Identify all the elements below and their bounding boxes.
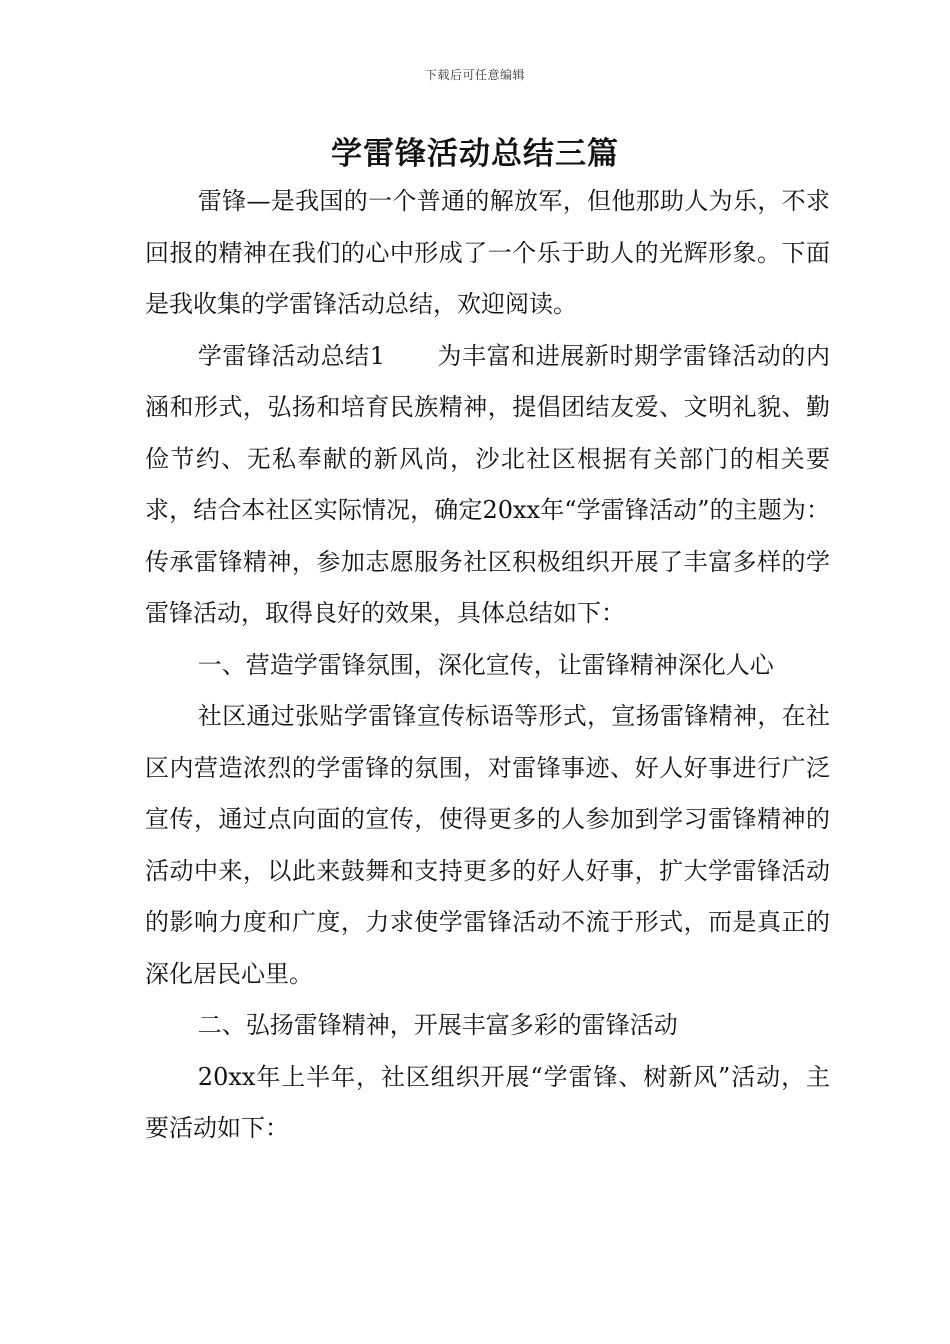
section-1-paragraph: 社区通过张贴学雷锋宣传标语等形式，宣扬雷锋精神，在社区内营造浓烈的学雷锋的氛围，对雷锋事迹、好人好事进行广泛宣传，通过点向面的宣传，使得更多的人参加到学习雷锋精神的活动中来，以此来鼓舞和支持更多的好人好事，扩大学雷锋活动的影响力度和广度，力求使学雷锋活动不流于形式，而是真正的深化居民心里。 [145, 702, 830, 988]
section-2-heading: 二、弘扬雷锋精神，开展丰富多彩的雷锋活动 [197, 1011, 678, 1039]
summary-1-paragraph [145, 331, 830, 640]
header-note: 下载后可任意编辑 [424, 68, 525, 82]
document-title: 学雷锋活动总结三篇 [331, 136, 619, 172]
summary-1-text: 为丰富和进展新时期学雷锋活动的内涵和形式，弘扬和培育民族精神，提倡团结友爱、文明礼貌、勤俭节约、无私奉献的新风尚，沙北社区根据有关部门的相关要求，结合本社区实际情况，确定20xx年“学雷锋活动”的主题为：传承雷锋精神，参加志愿服务社区积极组织开展了丰富多样的学雷锋活动，取得良好的效果，具体总结如下： [145, 341, 830, 627]
intro-paragraph: 雷锋—是我国的一个普通的解放军，但他那助人为乐，不求回报的精神在我们的心中形成了一个乐于助人的光辉形象。下面是我收集的学雷锋活动总结，欢迎阅读。 [145, 187, 830, 318]
document-body [145, 176, 830, 1155]
summary-1-label: 学雷锋活动总结1 [197, 341, 385, 370]
section-1-heading: 一、营造学雷锋氛围，深化宣传，让雷锋精神深化人心 [197, 650, 774, 679]
section-2-paragraph: 20xx年上半年，社区组织开展“学雷锋、树新风”活动，主要活动如下： [145, 1062, 830, 1142]
